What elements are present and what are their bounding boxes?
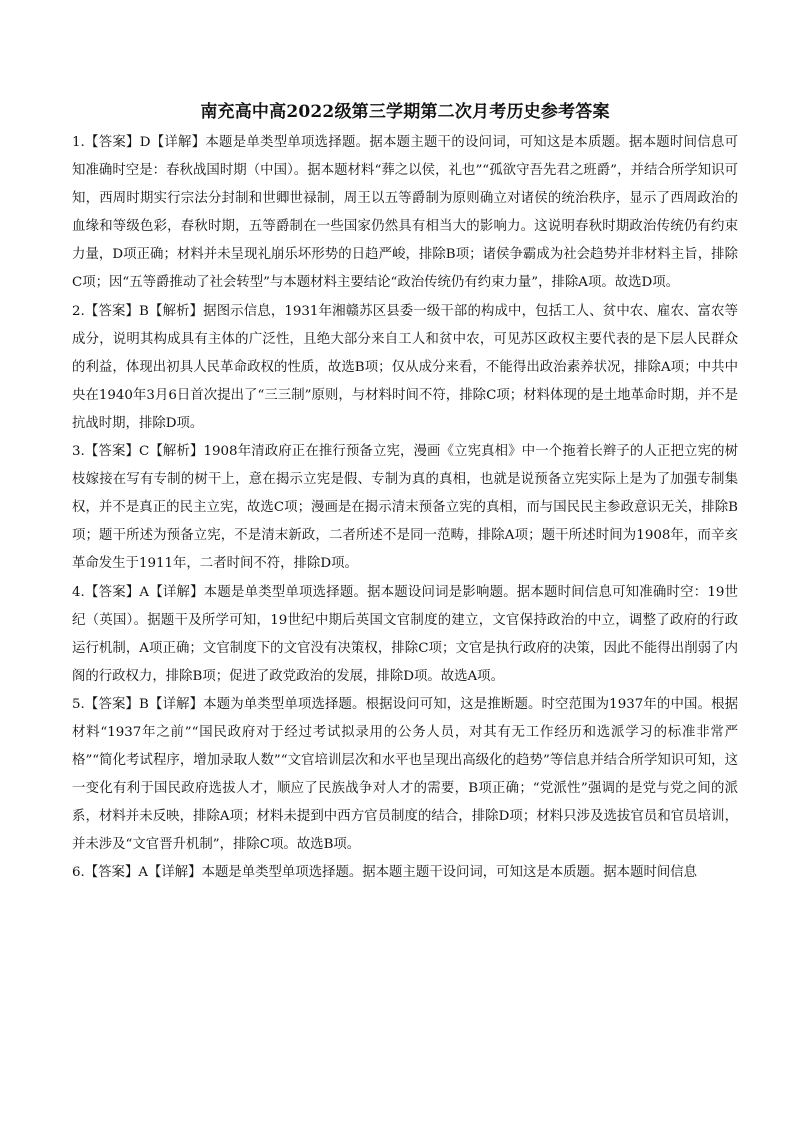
answer-item-2: 2.【答案】B【解析】据图示信息，1931年湘赣苏区县委一级干部的构成中，包括工人、贫中农、雇农、富农等成分，说明其构成具有主体的广泛性，且绝大部分来自工人和贫中农，可见苏区政权主要代表的是下层人民群众的利益，体现出初具人民革命政权的性质，故选B项；仅从成分来看，不能得出政治素养状况，排除A项；中共中央在1940年3月6日首次提出了“三三制”原则，与材料时间不符，排除C项；材料体现的是土地革命时期，并不是抗战时期，排除D项。: [72, 303, 738, 431]
answer-item-1: 1.【答案】D【详解】本题是单类型单项选择题。据本题主题干的设问词，可知这是本质题。据本题时间信息可知准确时空是：春秋战国时期（中国）。据本题材料“葬之以侯，礼也”“孤欲守吾先君之班爵”，并结合所学知识可知，西周时期实行宗法分封制和世卿世禄制，周王以五等爵制为原则确立对诸侯的统治秩序，显示了西周政治的血缘和等级色彩，春秋时期，五等爵制在一些国家仍然具有相当大的影响力。这说明春秋时期政治传统仍有约束力量，D项正确；材料并未呈现礼崩乐坏形势的日趋严峻，排除B项；诸侯争霸成为社会趋势并非材料主旨，排除C项；因“五等爵推动了社会转型”与本题材料主要结论“政治传统仍有约束力量”，排除A项。故选D项。: [72, 135, 738, 291]
answer-item-3: 3.【答案】C【解析】1908年清政府正在推行预备立宪，漫画《立宪真相》中一个拖着长辫子的人正把立宪的树枝嫁接在写有专制的树干上，意在揭示立宪是假、专制为真的真相，也就是说预备立宪实际上是为了加强专制集权，并不是真正的民主立宪，故选C项；漫画是在揭示清末预备立宪的真相，而与国民民主参政意识无关，排除B项；题干所述为预备立宪，不是清末新政，二者所述不是同一范畴，排除A项；题干所述时间为1908年，而辛亥革命发生于1911年，二者时间不符，排除D项。: [72, 444, 738, 572]
answer-item-4: 4.【答案】A【详解】本题是单类型单项选择题。据本题设问词是影响题。据本题时间信息可知准确时空：19世纪（英国）。据题干及所学可知，19世纪中期后英国文官制度的建立，文官保持政治的中立，调整了政府的行政运行机制，A项正确；文官制度下的文官没有决策权，排除C项；文官是执行政府的决策，因此不能得出削弱了内阁的行政权力，排除B项；促进了政党政治的发展，排除D项。故选A项。: [72, 584, 738, 684]
answer-item-5: 5.【答案】B【详解】本题为单类型单项选择题。根据设问可知，这是推断题。时空范围为1937年的中国。根据材料“1937年之前”“国民政府对于经过考试拟录用的公务人员，对其有无工作经历和选派学习的标准非常严格”“简化考试程序，增加录取人数”“文官培训层次和水平也呈现出高级化的趋势”等信息并结合所学知识可知，这一变化有利于国民政府选拔人才，顺应了民族战争对人才的需要，B项正确；“党派性”强调的是党与党之间的派系，材料并未反映，排除A项；材料未提到中西方官员制度的结合，排除D项；材料只涉及选拔官员和官员培训，并未涉及“文官晋升机制”，排除C项。故选B项。: [72, 696, 738, 853]
answer-item-6: 6.【答案】A【详解】本题是单类型单项选择题。据本题主题干设问词，可知这是本质题。据本题时间信息: [72, 865, 698, 881]
document-title: 南充高中高2022级第三学期第二次月考历史参考答案: [200, 102, 610, 122]
